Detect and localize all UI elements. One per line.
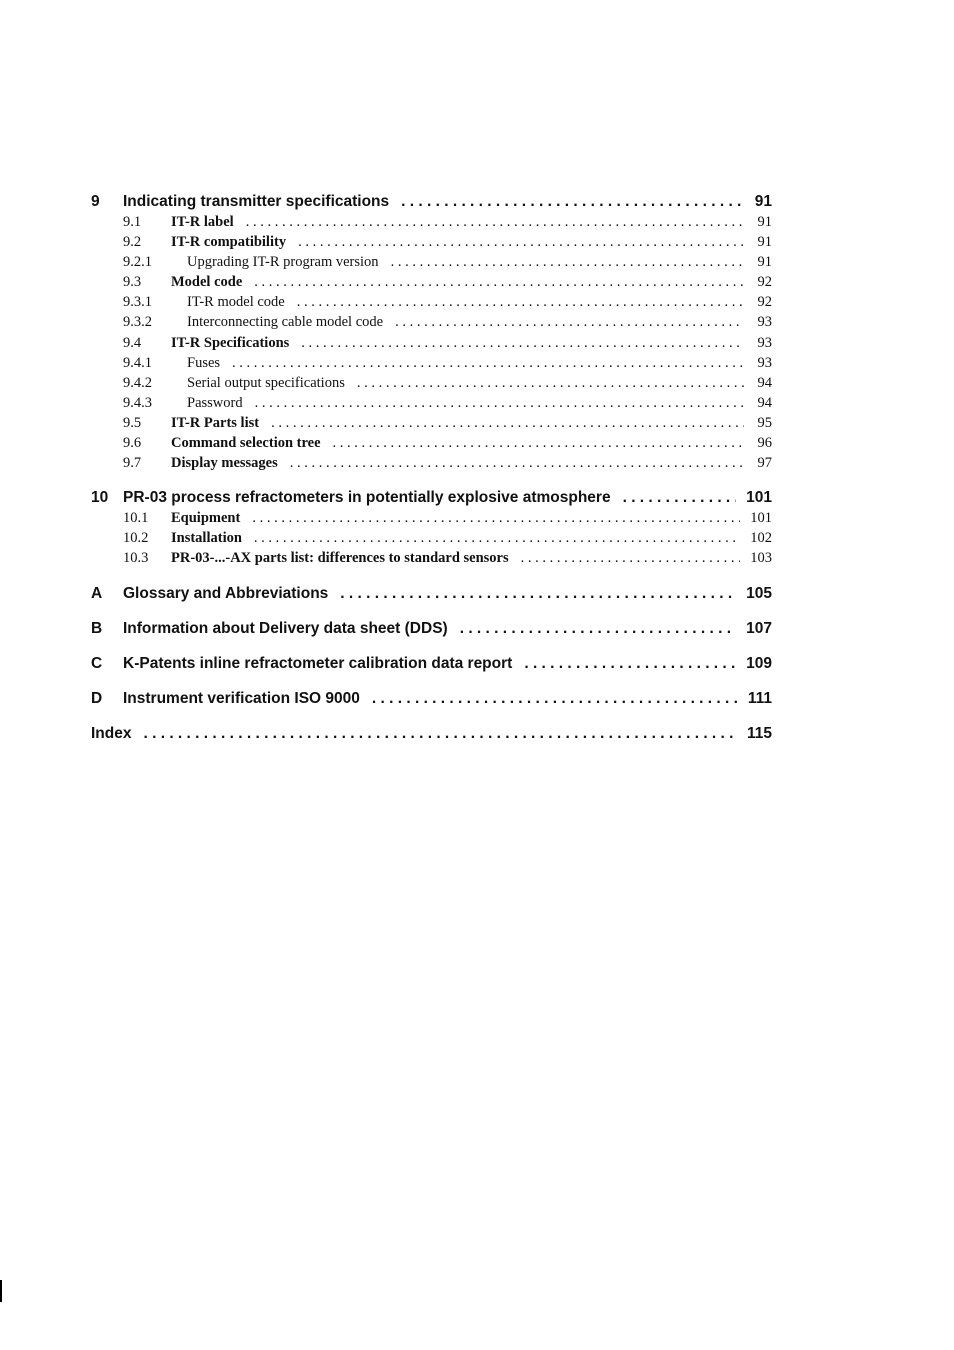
dot-leader	[254, 528, 740, 548]
toc-title: Upgrading IT-R program version	[187, 254, 379, 271]
toc-index[interactable]	[91, 724, 772, 744]
toc-title: Fuses	[187, 354, 221, 371]
toc-number: 9.1	[123, 214, 142, 230]
toc-title: IT-R compatibility	[171, 234, 287, 251]
toc-page-number: 94	[757, 394, 772, 411]
toc-title: Model code	[171, 274, 243, 291]
toc-number: D	[91, 689, 103, 707]
toc-title: Equipment	[171, 510, 241, 527]
toc-page-number: 105	[746, 584, 772, 602]
dot-leader	[297, 292, 744, 312]
dot-leader	[521, 548, 741, 568]
toc-subsection-9-3-1[interactable]	[91, 292, 772, 312]
toc-title: Serial output specifications	[187, 374, 345, 391]
toc-page-number: 109	[746, 654, 772, 672]
toc-subsection-9-2-1[interactable]	[91, 252, 772, 272]
dot-leader	[395, 312, 744, 332]
margin-mark	[0, 1280, 2, 1302]
toc-page-number: 91	[754, 193, 772, 210]
toc-page-number: 107	[746, 619, 772, 637]
dot-leader	[252, 508, 740, 528]
dot-leader	[391, 252, 744, 272]
toc-appendix-b[interactable]	[91, 619, 772, 639]
toc-number: 10.2	[123, 530, 149, 547]
toc-number: 9.4.1	[123, 354, 152, 371]
toc-title: Password	[187, 394, 243, 411]
toc-title: Installation	[171, 530, 242, 547]
dot-leader	[524, 654, 736, 674]
toc-title: Interconnecting cable model code	[187, 314, 384, 331]
toc-section-9-1[interactable]	[91, 212, 772, 232]
toc-number: 9	[91, 193, 100, 210]
toc-page-number: 91	[757, 214, 772, 230]
toc-page-number: 101	[750, 510, 772, 527]
toc-page-number: 93	[757, 334, 772, 351]
toc-title: Instrument verification ISO 9000	[123, 689, 360, 707]
toc-section-9-5[interactable]	[91, 413, 772, 433]
toc-page-number: 101	[746, 489, 772, 507]
toc-number: 10.3	[123, 550, 149, 567]
toc-title: Display messages	[171, 455, 278, 472]
dot-leader	[255, 393, 744, 413]
toc-page-number: 92	[757, 274, 772, 291]
toc-number: 9.5	[123, 414, 142, 431]
toc-section-9-7[interactable]	[91, 453, 772, 473]
dot-leader	[333, 433, 744, 453]
toc-number: A	[91, 584, 103, 602]
toc-page-number: 115	[746, 724, 772, 742]
toc-subsection-9-4-3[interactable]	[91, 393, 772, 413]
toc-number: 9.3.2	[123, 314, 152, 331]
toc-page-number: 91	[757, 234, 772, 251]
toc-chapter-9[interactable]	[91, 192, 772, 212]
table-of-contents	[91, 192, 772, 744]
toc-section-10-2[interactable]	[91, 528, 772, 548]
toc-subsection-9-3-2[interactable]	[91, 312, 772, 332]
toc-page-number: 111	[747, 689, 772, 707]
toc-number: 9.7	[123, 455, 142, 472]
toc-title: IT-R label	[171, 214, 234, 230]
toc-number: 10.1	[123, 510, 149, 527]
toc-appendix-a[interactable]	[91, 584, 772, 604]
toc-page-number: 93	[757, 314, 772, 331]
toc-number: 9.2.1	[123, 254, 152, 271]
toc-subsection-9-4-2[interactable]	[91, 373, 772, 393]
toc-title: Command selection tree	[171, 435, 321, 452]
toc-title: Glossary and Abbreviations	[123, 584, 329, 602]
toc-page-number: 94	[757, 374, 772, 391]
toc-section-10-3[interactable]	[91, 548, 772, 568]
toc-number: 9.3	[123, 274, 142, 291]
toc-title: PR-03-...-AX parts list: differences to standard sensors	[171, 550, 509, 567]
toc-title: Information about Delivery data sheet (DDS)	[123, 619, 448, 637]
dot-leader	[254, 272, 744, 292]
dot-leader	[232, 353, 744, 373]
toc-appendix-c[interactable]	[91, 654, 772, 674]
toc-title: IT-R Parts list	[171, 414, 260, 431]
dot-leader	[340, 584, 736, 604]
toc-section-10-1[interactable]	[91, 508, 772, 528]
toc-number: 9.2	[123, 234, 142, 251]
toc-number: C	[91, 654, 103, 672]
toc-appendix-d[interactable]	[91, 689, 772, 709]
dot-leader	[143, 724, 737, 744]
toc-section-9-6[interactable]	[91, 433, 772, 453]
toc-title: Index	[91, 724, 132, 742]
toc-page-number: 91	[757, 254, 772, 271]
toc-page-number: 92	[757, 294, 772, 311]
toc-title: PR-03 process refractometers in potentially explosive atmosphere	[123, 489, 611, 507]
toc-section-9-3[interactable]	[91, 272, 772, 292]
toc-page-number: 95	[757, 414, 772, 431]
dot-leader	[271, 413, 744, 433]
toc-number: 9.4	[123, 334, 142, 351]
dot-leader	[298, 232, 744, 252]
toc-section-9-4[interactable]	[91, 333, 772, 353]
toc-title: IT-R model code	[187, 294, 285, 311]
toc-number: 9.4.2	[123, 374, 152, 391]
toc-title: IT-R Specifications	[171, 334, 290, 351]
toc-number: 9.3.1	[123, 294, 152, 311]
dot-leader	[623, 488, 737, 508]
toc-page-number: 97	[757, 455, 772, 472]
toc-subsection-9-4-1[interactable]	[91, 353, 772, 373]
toc-title: Indicating transmitter specifications	[123, 193, 390, 210]
toc-number: 10	[91, 489, 109, 507]
toc-chapter-10[interactable]	[91, 488, 772, 508]
toc-title: K-Patents inline refractometer calibration data report	[123, 654, 513, 672]
toc-number: 9.6	[123, 435, 142, 452]
toc-page-number: 96	[757, 435, 772, 452]
toc-number: B	[91, 619, 103, 637]
toc-page-number: 103	[750, 550, 772, 567]
dot-leader	[460, 619, 736, 639]
dot-leader	[301, 333, 744, 353]
dot-leader	[290, 453, 744, 473]
toc-number: 9.4.3	[123, 394, 152, 411]
dot-leader	[372, 689, 738, 709]
toc-section-9-2[interactable]	[91, 232, 772, 252]
dot-leader	[401, 192, 744, 212]
dot-leader	[246, 212, 744, 232]
toc-page-number: 102	[750, 530, 772, 547]
toc-page-number: 93	[757, 354, 772, 371]
dot-leader	[357, 373, 744, 393]
